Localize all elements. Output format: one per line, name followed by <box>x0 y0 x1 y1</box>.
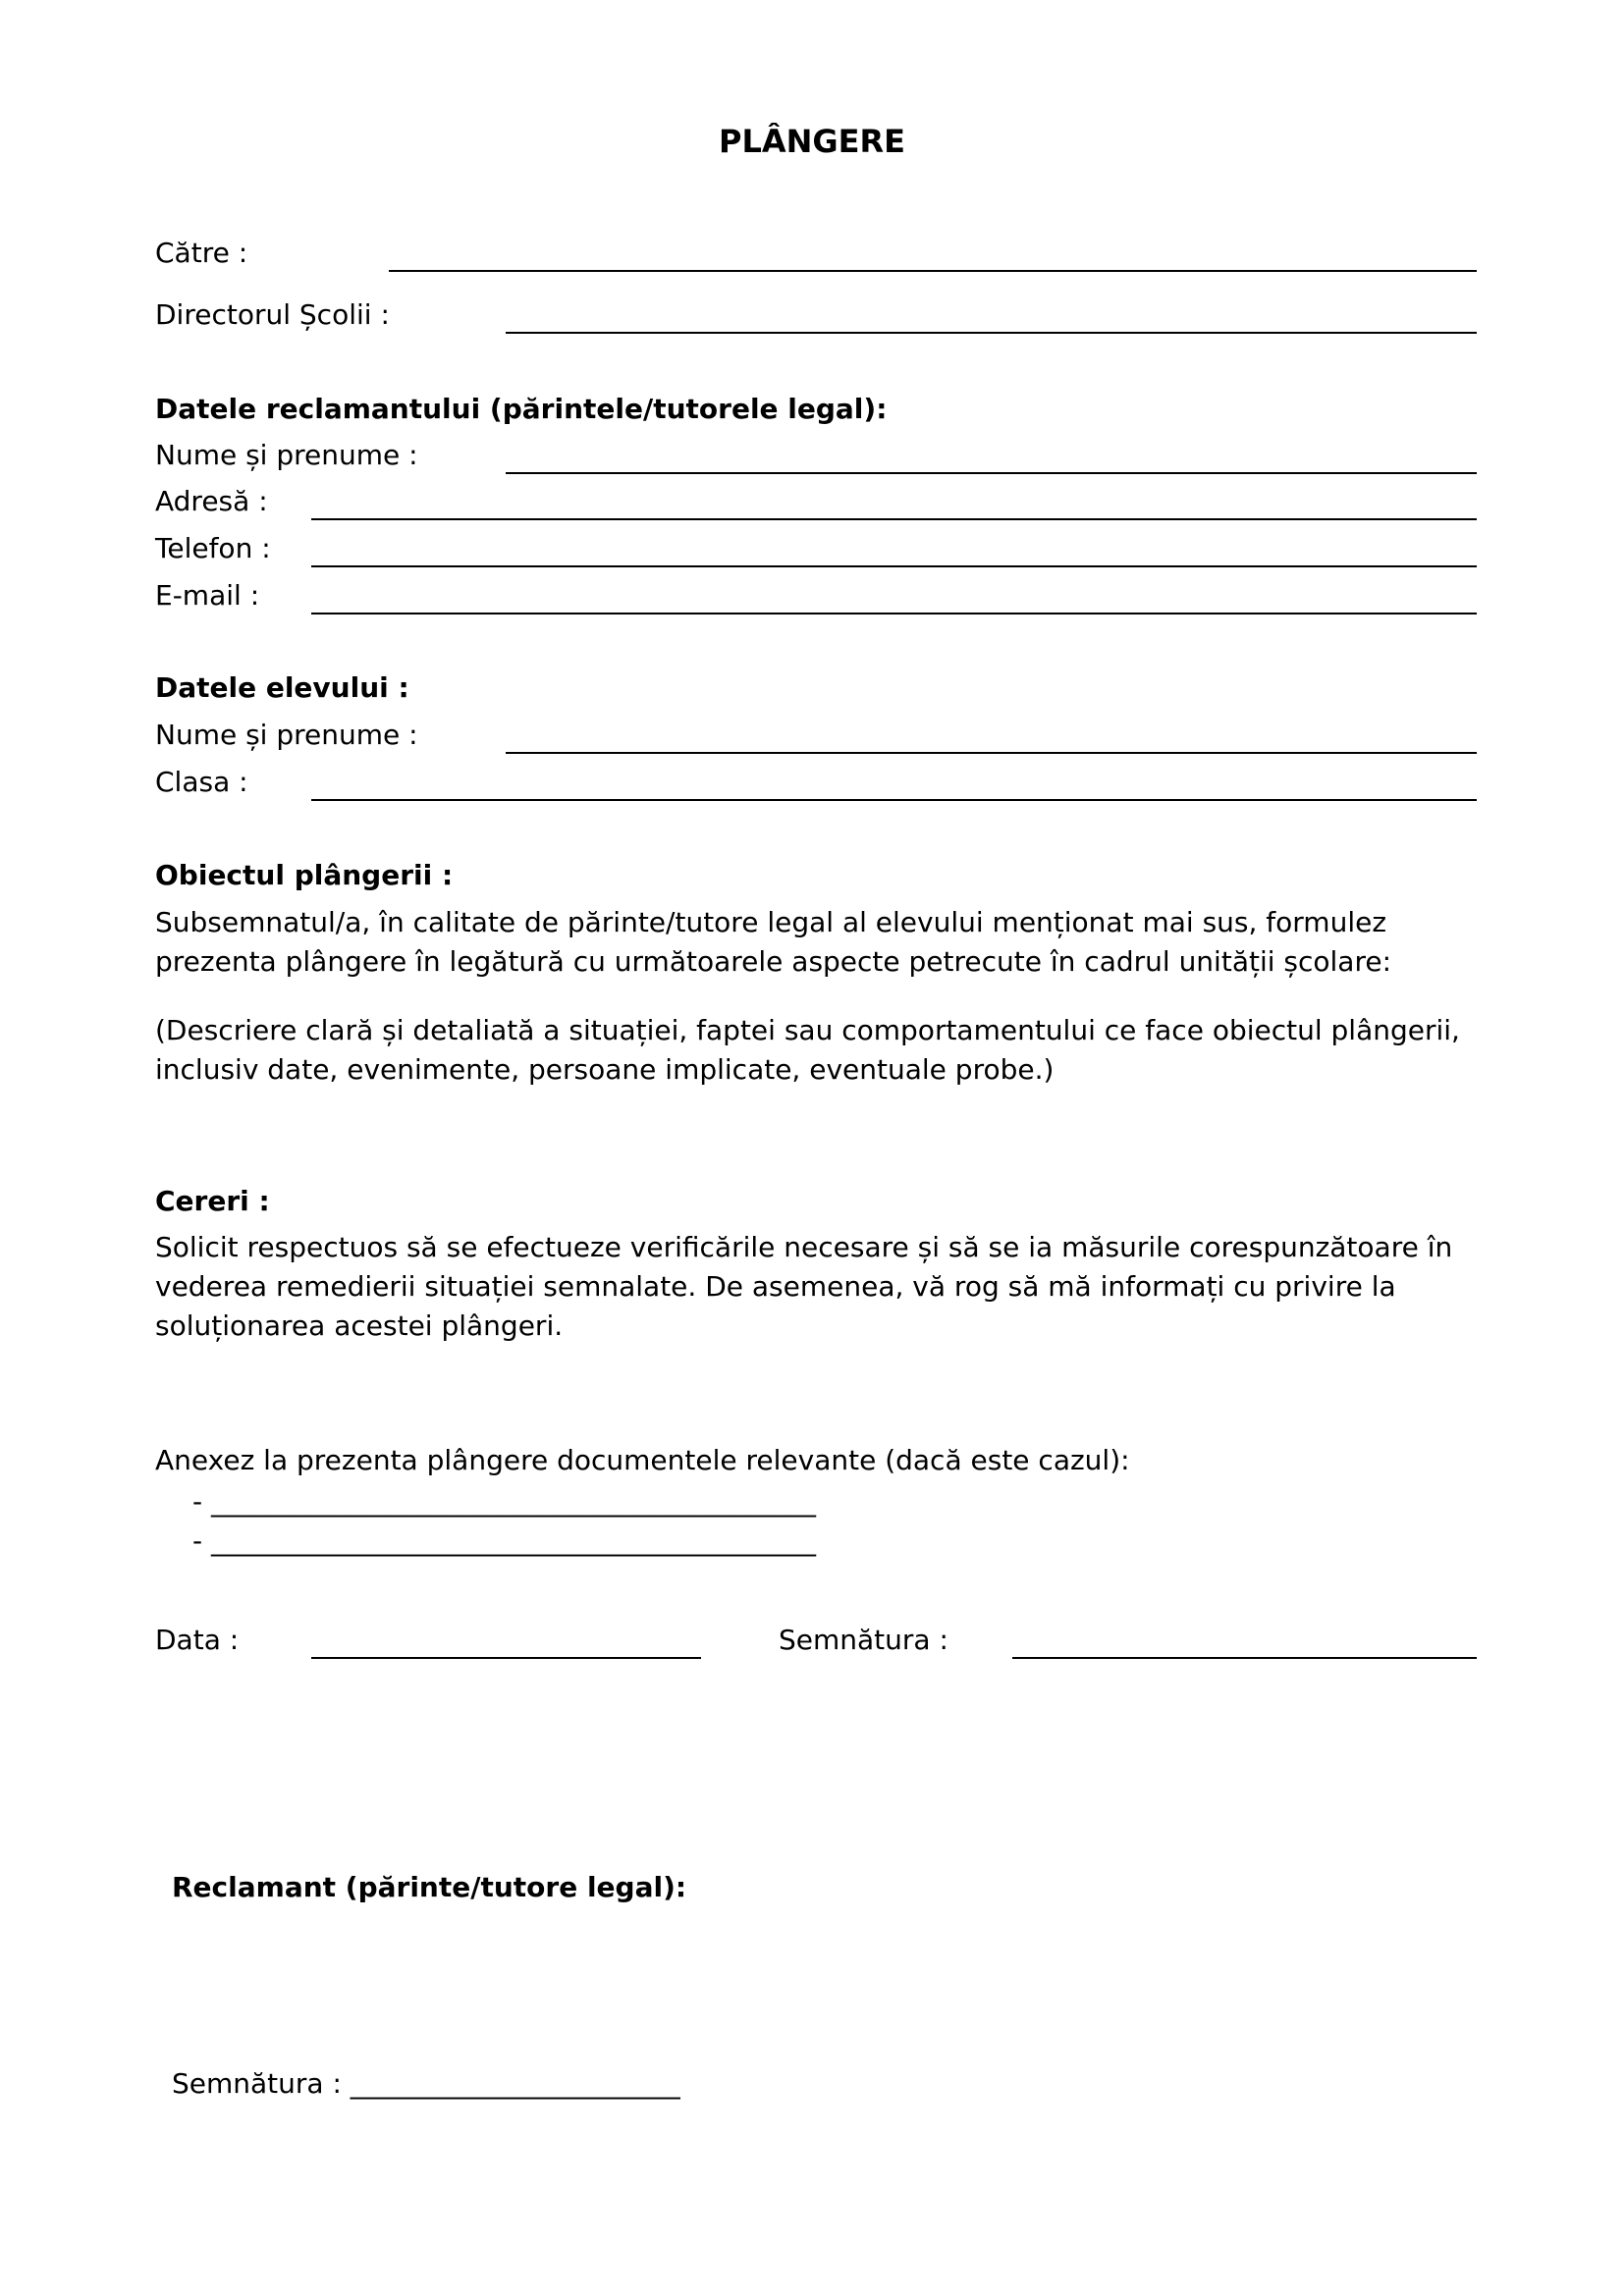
document-title: PLÂNGERE <box>718 123 905 160</box>
requests-text <box>155 1228 1530 1346</box>
claimant-heading: Datele reclamantului (părintele/tutorele legal): <box>155 393 888 425</box>
object-intro <box>155 903 1530 982</box>
requests-line: vederea remedierii situației semnalate. De asemenea, vă rog să mă informați cu privire la <box>155 1270 1396 1303</box>
date-label: Data : <box>155 1624 240 1656</box>
requests-line: Solicit respectuos să se efectueze verificările necesare și să se ia măsurile corespunzătoare în <box>155 1231 1453 1263</box>
signature-label: Semnătura : <box>779 1624 948 1656</box>
claimant-signature-heading: Reclamant (părinte/tutore legal): <box>172 1871 687 1903</box>
claimant-address-field[interactable] <box>311 518 1477 520</box>
claimant-phone-field[interactable] <box>311 565 1477 567</box>
signature-field[interactable] <box>1012 1657 1477 1659</box>
annex-item[interactable]: - ____________________________________________ <box>192 1485 817 1518</box>
to-field[interactable] <box>389 270 1477 272</box>
object-description-line: inclusiv date, evenimente, persoane implicate, eventuale probe.) <box>155 1053 1055 1086</box>
to-label: Către : <box>155 237 248 269</box>
date-field[interactable] <box>311 1657 701 1659</box>
object-description-line: (Descriere clară și detaliată a situației, faptei sau comportamentului ce face obiectul plângerii, <box>155 1014 1460 1046</box>
claimant-address-label: Adresă : <box>155 485 268 517</box>
claimant-name-field[interactable] <box>506 472 1477 474</box>
object-heading: Obiectul plângerii : <box>155 859 454 891</box>
object-intro-line: prezenta plângere în legătură cu următoarele aspecte petrecute în cadrul unității școlare: <box>155 945 1392 978</box>
object-intro-line: Subsemnatul/a, în calitate de părinte/tutore legal al elevului menționat mai sus, formulez <box>155 906 1387 938</box>
annex-label: Anexez la prezenta plângere documentele relevante (dacă este cazul): <box>155 1444 1130 1476</box>
student-class-field[interactable] <box>311 799 1477 801</box>
student-class-label: Clasa : <box>155 766 248 798</box>
student-name-field[interactable] <box>506 752 1477 754</box>
claimant-name-label: Nume și prenume : <box>155 439 418 471</box>
object-description <box>155 1011 1530 1090</box>
director-field[interactable] <box>506 332 1477 334</box>
director-label: Directorul Școlii : <box>155 298 390 331</box>
claimant-phone-label: Telefon : <box>155 532 271 564</box>
requests-heading: Cereri : <box>155 1185 270 1217</box>
student-name-label: Nume și prenume : <box>155 719 418 751</box>
claimant-email-label: E-mail : <box>155 579 260 612</box>
student-heading: Datele elevului : <box>155 671 409 704</box>
annex-item[interactable]: - ____________________________________________ <box>192 1524 817 1557</box>
claimant-email-field[interactable] <box>311 613 1477 614</box>
claimant-signature-line[interactable]: Semnătura : ________________________ <box>172 2067 680 2100</box>
requests-line: soluționarea acestei plângeri. <box>155 1309 564 1342</box>
